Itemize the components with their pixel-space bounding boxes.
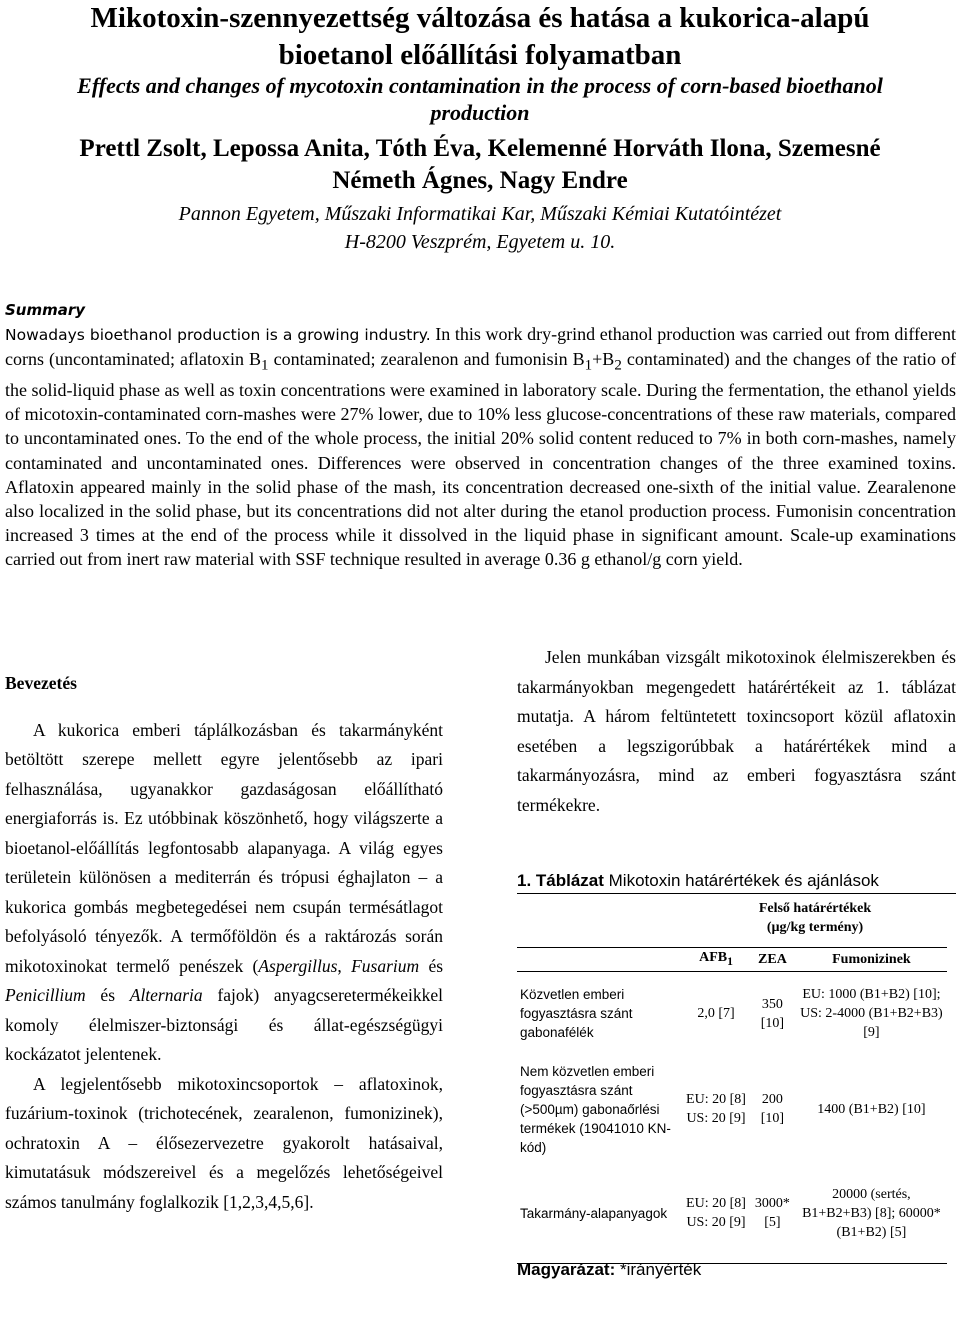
summary-sub-2: 1 [584, 357, 593, 374]
affiliation-line-2: H-8200 Veszprém, Egyetem u. 10. [344, 231, 616, 253]
genus-penicillium: Penicillium [5, 985, 86, 1005]
intro-section [5, 669, 443, 1217]
summary-heading: Summary [5, 301, 86, 319]
cell-zea: 200 [10] [760, 1092, 785, 1127]
group-header-line-1: Felső határértékek [758, 901, 872, 916]
summary-text-2: contaminated; zearalenon and fumonisin B [268, 349, 585, 370]
cell-zea: 3000* [5] [754, 1196, 790, 1231]
cell-afb: EU: 20 [8] US: 20 [9] [686, 1092, 746, 1127]
table-note [517, 1260, 701, 1280]
table-row [517, 1163, 947, 1263]
english-title-line-1: Effects and changes of mycotoxin contamination in the process of corn-based bioethanol [77, 73, 883, 98]
table-header-row [517, 948, 947, 972]
table-note-label: Magyarázat: [517, 1260, 616, 1279]
title-line-2: bioetanol előállítási folyamatban [278, 39, 682, 71]
cell-fum: EU: 1000 (B1+B2) [10]; US: 2-4000 (B1+B2+B3) [9] [800, 987, 943, 1041]
summary-text-4: contaminated) and the changes of the ratio of the solid-liquid phase as well as toxin concentrations were examined in laboratory scale. During the fermentation, the ethanol yields of micotoxin-contaminated corn-mashes were 27% lower, due to 10% less glucose-concentrations of these raw materials, compared to uncontaminated ones. To the end of the whole process, the initial 20% solid content reduced to 7% in both corn-mashes, namely contaminated and uncontaminated ones. Differences were observed in concentration changes of the three examined toxins. Aflatoxin appeared mainly in the solid phase of the mash, its concentration decreased one-sixth of the initial value. Zearalenone also localized in the solid phase, but its concentrations did not alter during the etanol production process. Fumonisin concentration increased 3 times at the end of the process while it dissolved in the liquid phase in significant amount. Scale-up examinations carried out from inert raw material with SSF technique resulted in average 0.36 g ethanol/g corn yield. [5, 349, 956, 570]
intro-p1-text-a: A kukorica emberi táplálkozásban és takarmányként betöltött szerepe mellett egyre jelentősebb az ipari felhasználása, ugyanakkor gazdaságosan előállítható energiaforrás is. Ez utóbbinak köszönhető, hogy világszerte a bioetanol-előállítás legfontosabb alapanyaga. A világ egyes területein különösen a mediterrán és trópusi éghajlaton – a kukorica gombás megbetegedései nem csupán termésátlagot befolyásoló tényezők. A termőföldön és a raktározás során mikotoxinokat termelő penészek ( [5, 719, 443, 976]
row-label: Takarmány-alapanyagok [520, 1205, 668, 1221]
authors-line-2: Németh Ágnes, Nagy Endre [332, 167, 628, 194]
intro-p1-sep-1: , [337, 955, 352, 976]
summary-sub-1: 1 [261, 357, 269, 374]
summary-lead: Nowadays bioethanol production is a growing industry. [5, 326, 431, 344]
cell-afb: EU: 20 [8] US: 20 [9] [686, 1196, 746, 1231]
english-title [0, 72, 960, 126]
col-header-zea: ZEA [758, 951, 787, 967]
right-paragraph-1: Jelen munkában vizsgált mikotoxinok élelmiszerekben és takarmányokban megengedett határértékeit az 1. táblázat mutatja. A három feltüntetett toxincsoport közül aflatoxin esetében a legszigorúbbak a határértékek mind a takarmányozásra, mind az emberi fogyasztásra szánt termékekre. [517, 647, 956, 815]
summary-sub-3: 2 [614, 357, 622, 374]
intro-paragraph-2: A legjelentősebb mikotoxincsoportok – aflatoxinok, fuzárium-toxinok (trichotecének, zearalenon, fumonizinek), ochratoxin A – élősezervezetre gyakorolt hatásaival, kimutatásuk módszereivel és a megelőzés lehetőségeivel számos tanulmány foglalkozik [1,2,3,4,5,6]. [5, 1073, 443, 1212]
intro-p1-text-b: fajok) anyagcseretermékeikkel komoly élelmiszer-biztonsági és állat-egészségügyi kockázatot jelentenek. [5, 985, 444, 1064]
affiliation [0, 200, 960, 256]
intro-p1-sep-2: és [419, 955, 444, 976]
english-title-line-2: production [430, 100, 530, 125]
genus-alternaria: Alternaria [129, 985, 203, 1005]
intro-paragraph-1 [5, 716, 443, 1070]
group-header-line-2: (µg/kg termény) [766, 920, 864, 935]
right-column-text [517, 643, 956, 820]
authors-line-1: Prettl Zsolt, Lepossa Anita, Tóth Éva, Kelemenné Horváth Ilona, Szemesné [79, 135, 881, 162]
cell-afb: 2,0 [7] [697, 1006, 735, 1022]
mycotoxin-limits-table [517, 899, 947, 1264]
genus-aspergillus: Aspergillus [258, 955, 338, 976]
authors [0, 133, 960, 197]
table-caption [517, 871, 956, 894]
intro-heading: Bevezetés [5, 673, 77, 693]
table-note-text: *irányérték [615, 1260, 702, 1279]
row-label: Nem közvetlen emberi fogyasztásra szánt (>500µm) gabonaőrlési termékek (19041010 KN-kód) [520, 1063, 671, 1155]
table-column-header-row [517, 937, 947, 948]
table-group-header [683, 899, 947, 937]
affiliation-line-1: Pannon Egyetem, Műszaki Informatikai Kar, Műszaki Kémiai Kutatóintézet [178, 203, 782, 225]
col-header-afb [683, 948, 749, 972]
summary-paragraph [5, 322, 956, 572]
table-row [517, 1055, 947, 1163]
summary-text-3: +B [592, 349, 615, 370]
col-header-afb-sub: 1 [727, 954, 733, 968]
table-caption-text: Mikotoxin határértékek és ajánlások [603, 871, 879, 890]
row-label: Közvetlen emberi fogyasztásra szánt gabonafélék [520, 987, 633, 1041]
genus-fusarium: Fusarium [351, 955, 420, 976]
cell-zea: 350 [10] [760, 996, 785, 1031]
cell-fum: 20000 (sertés, B1+B2+B3) [8]; 60000* (B1+B2) [5] [802, 1186, 941, 1240]
paper-title [0, 0, 960, 74]
col-header-afb-text: AFB [699, 950, 728, 965]
intro-p1-sep-3: és [85, 985, 130, 1005]
col-header-fumonizinek: Fumonizinek [832, 951, 911, 967]
table-caption-label: 1. Táblázat [517, 871, 604, 890]
cell-fum: 1400 (B1+B2) [10] [817, 1101, 926, 1117]
title-line-1: Mikotoxin-szennyezettség változása és hatása a kukorica-alapú [90, 2, 870, 34]
table-group-header-row [517, 899, 947, 937]
summary-text-1: In this work dry-grind ethanol production was carried out from different corns (uncontaminated; aflatoxin B [5, 324, 956, 370]
table-row [517, 971, 947, 1055]
